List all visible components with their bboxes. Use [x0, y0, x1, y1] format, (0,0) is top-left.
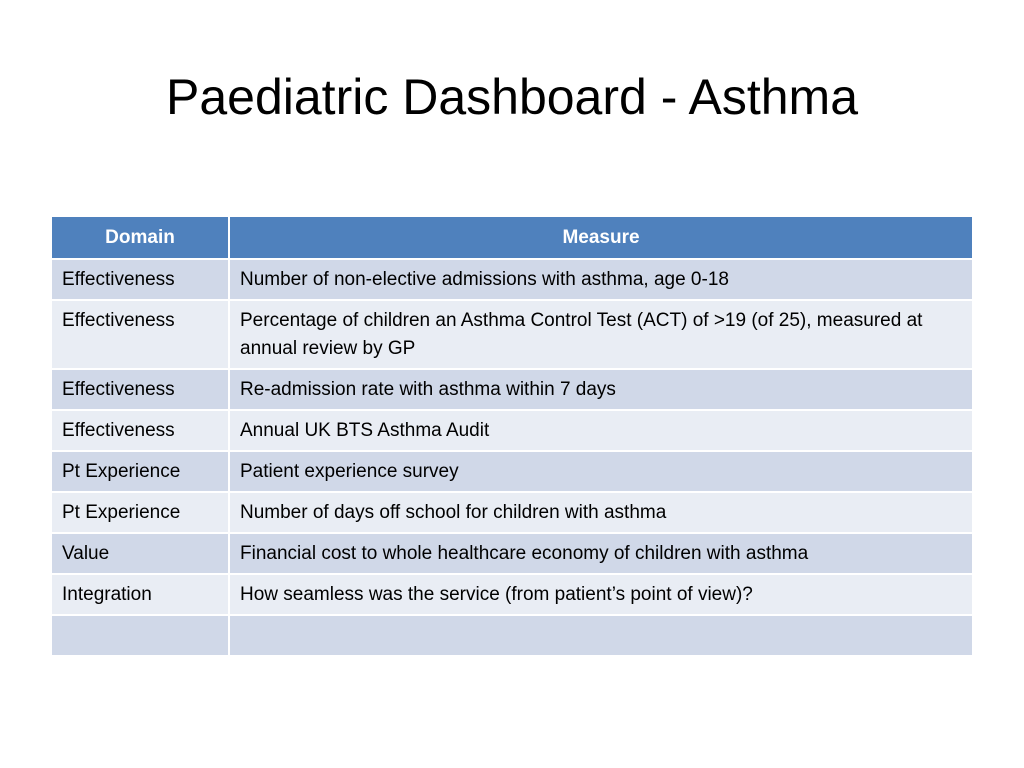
measure-cell: Financial cost to whole healthcare economy of children with asthma: [229, 533, 972, 574]
slide-title: Paediatric Dashboard - Asthma: [165, 69, 859, 125]
domain-cell: Effectiveness: [52, 300, 229, 369]
dashboard-table: [52, 217, 972, 657]
table-row: [52, 574, 972, 615]
measure-cell: [229, 615, 972, 656]
table-row: [52, 533, 972, 574]
column-header-measure: Measure: [229, 217, 972, 259]
table-row: [52, 369, 972, 410]
domain-cell: Integration: [52, 574, 229, 615]
measure-cell: Annual UK BTS Asthma Audit: [229, 410, 972, 451]
dashboard-table-container: [52, 217, 972, 657]
domain-cell: Value: [52, 533, 229, 574]
table-row: [52, 300, 972, 369]
measure-cell: Number of non-elective admissions with asthma, age 0-18: [229, 259, 972, 300]
domain-cell: Effectiveness: [52, 369, 229, 410]
measure-cell: How seamless was the service (from patient’s point of view)?: [229, 574, 972, 615]
measure-cell: Percentage of children an Asthma Control Test (ACT) of >19 (of 25), measured at annual review by GP: [229, 300, 972, 369]
measure-cell: Number of days off school for children with asthma: [229, 492, 972, 533]
table-header-row: [52, 217, 972, 259]
table-row: [52, 451, 972, 492]
domain-cell: Effectiveness: [52, 259, 229, 300]
measure-cell: Patient experience survey: [229, 451, 972, 492]
table-row: [52, 410, 972, 451]
domain-cell: Pt Experience: [52, 492, 229, 533]
domain-cell: [52, 615, 229, 656]
domain-cell: Pt Experience: [52, 451, 229, 492]
measure-cell: Re-admission rate with asthma within 7 days: [229, 369, 972, 410]
table-row: [52, 492, 972, 533]
table-row: [52, 259, 972, 300]
domain-cell: Effectiveness: [52, 410, 229, 451]
column-header-domain: Domain: [52, 217, 229, 259]
table-row-empty: [52, 615, 972, 656]
